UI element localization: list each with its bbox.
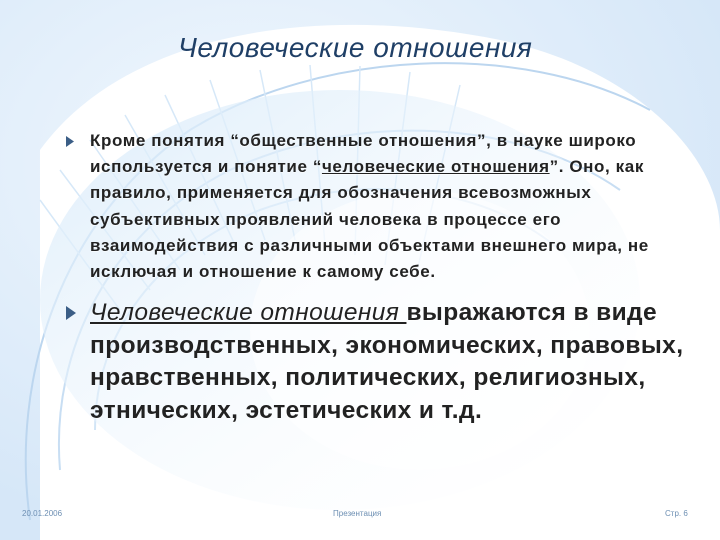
bullet-item-2 [58,297,708,427]
bullet-1-underlined-term: человеческие отношения [321,157,550,177]
footer-center-text: Презентация [333,509,382,518]
bullet-arrow-icon [66,306,76,320]
bullet-1-text-end: ”. Оно, как правило, применяется для обозначения всевозможных субъективных проявлений человека в процессе его взаимодействия с различными объектами внешнего мира, не исключая и отношение к самому себе. [90,157,649,282]
bullet-item-1 [58,128,708,285]
footer-page-number: Стр. 6 [665,509,688,518]
bullet-2-text: выражаются в виде производственных, экономических, правовых, нравственных, политических, религиозных, этнических, эстетических и т.д. [90,299,684,424]
bullet-arrow-icon [66,136,74,147]
footer-date: 20.01.2006 [22,509,63,518]
bullet-2-emphasis: Человеческие отношения [90,299,407,327]
slide-title: Человеческие отношения [178,32,533,63]
bullet-list [58,128,708,427]
bullet-1-text-start: Кроме понятия “общественные отношения”, в науке широко используется и понятие “ [90,131,637,177]
